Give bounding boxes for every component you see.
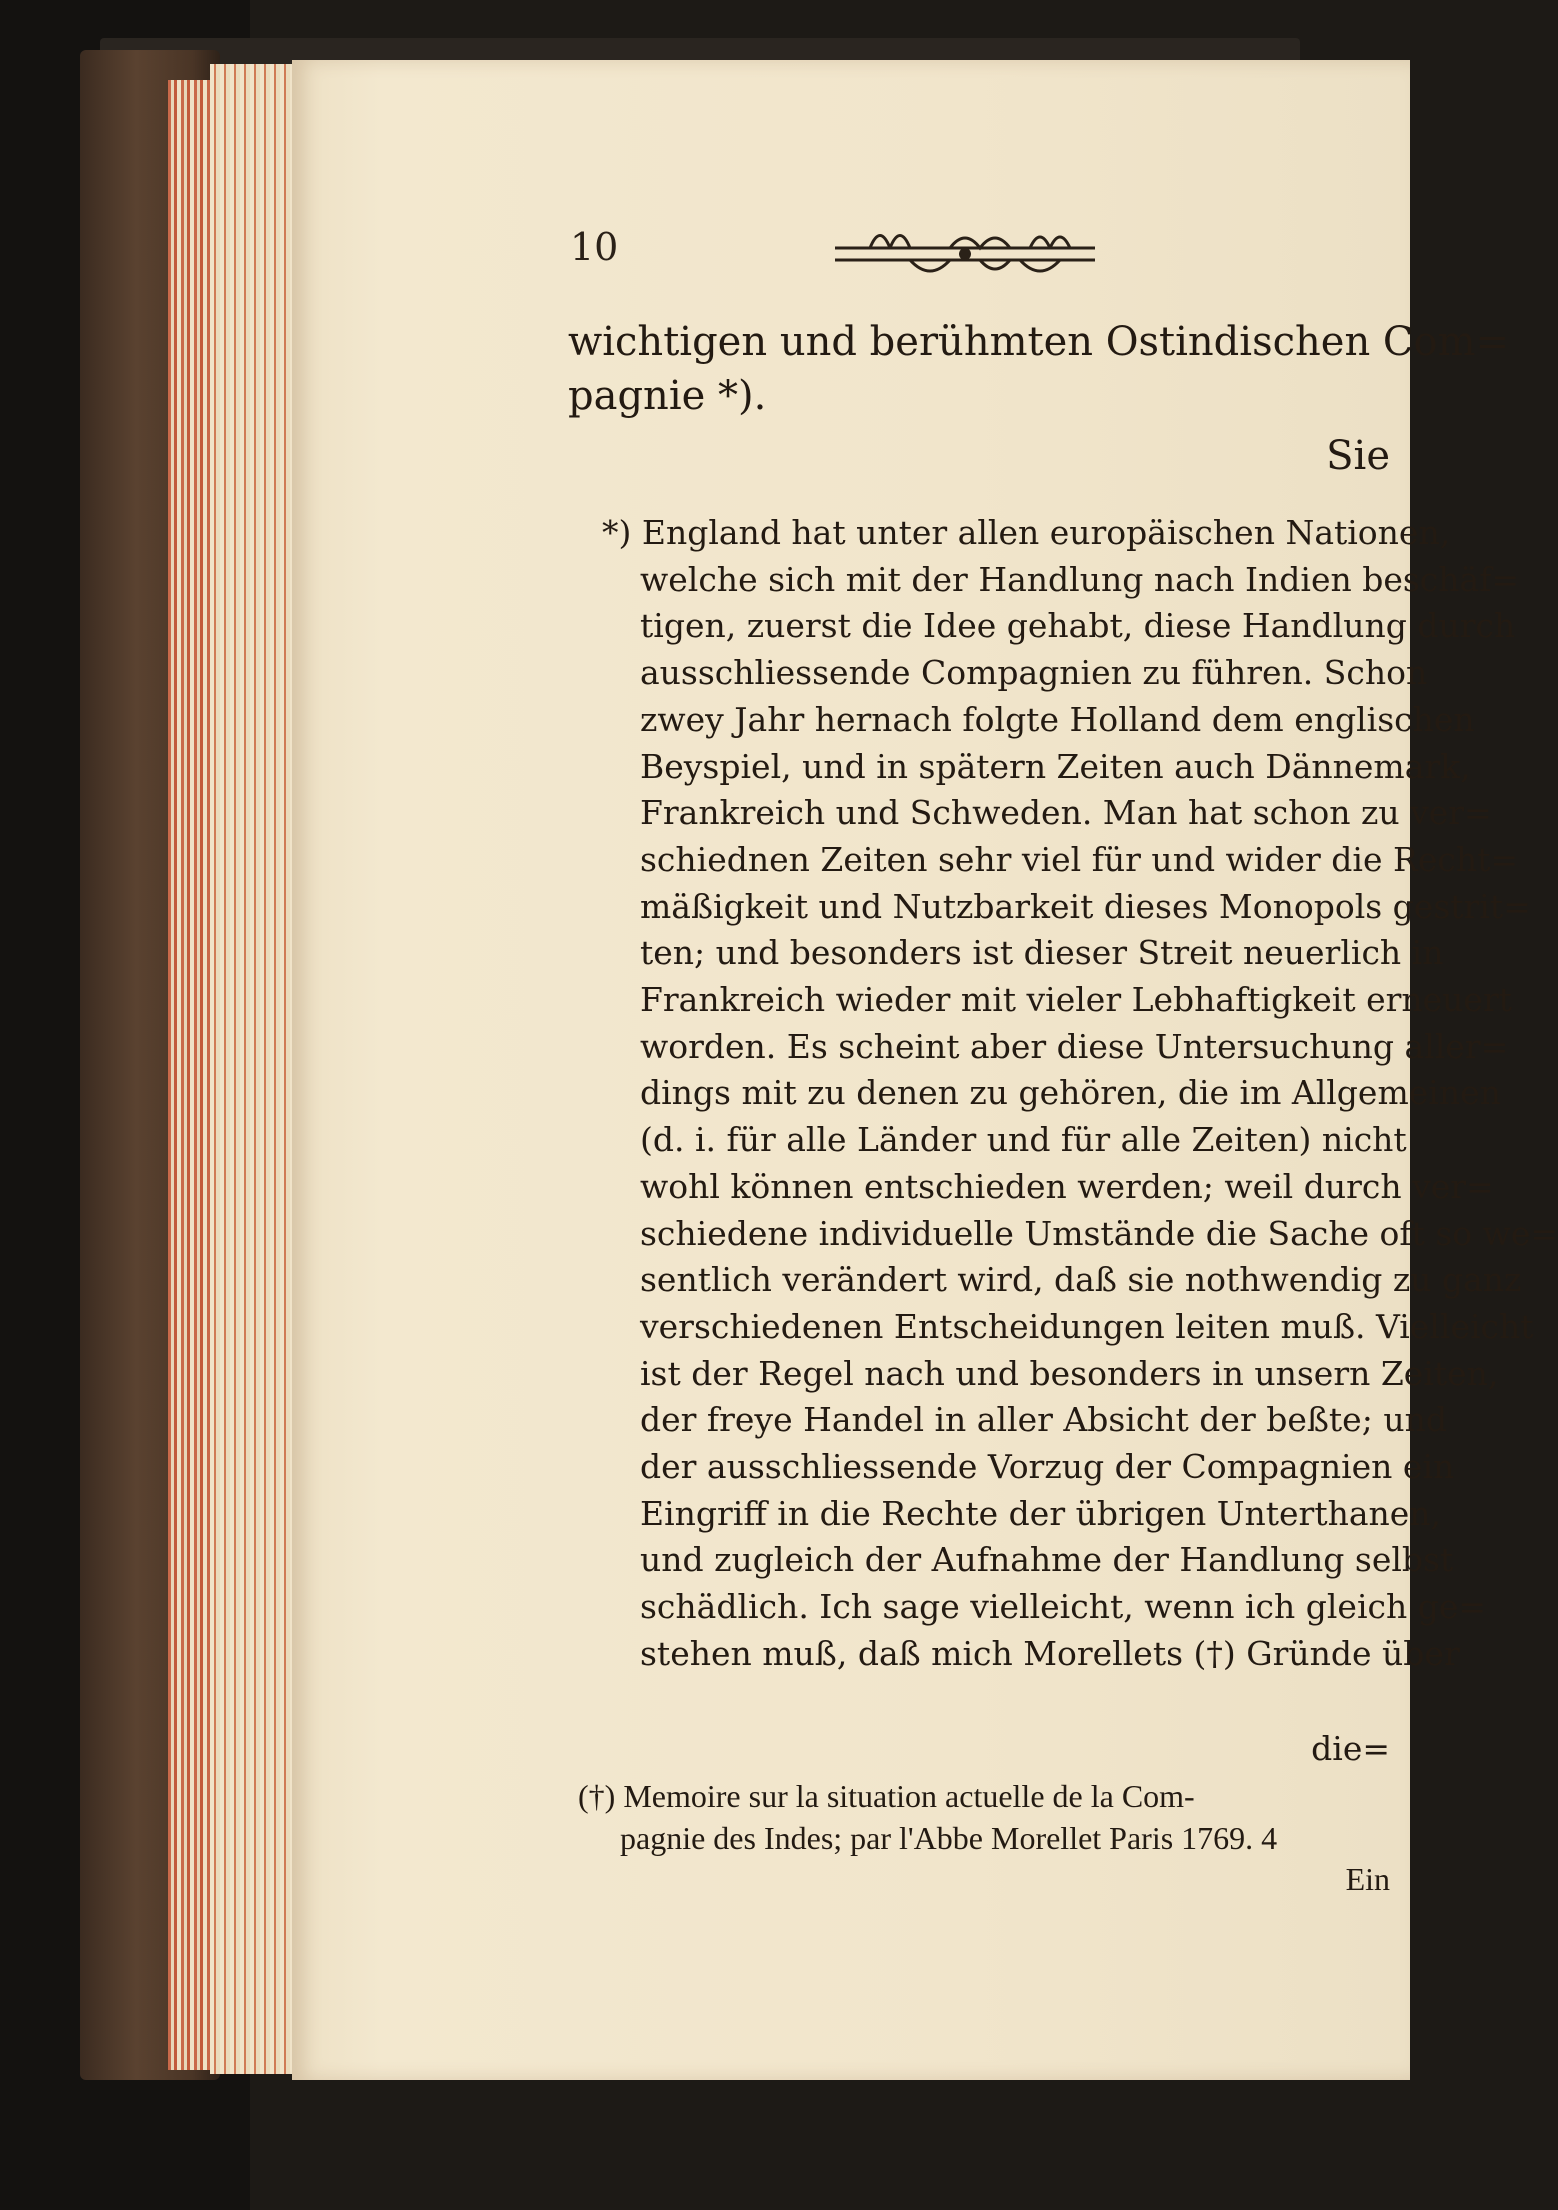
note-line: wohl können entschieden werden; weil durch ver= (640, 1166, 1494, 1206)
note-line: verschiedenen Entscheidungen leiten muß. Vielleicht (640, 1306, 1534, 1346)
intro-line-1: wichtigen und berühmten Ostindischen Com= (568, 319, 1510, 365)
note-line: Frankreich wieder mit vieler Lebhaftigkeit erneuert (640, 980, 1512, 1019)
note-line: Beyspiel, und in spätern Zeiten auch Dännemark, (640, 746, 1471, 786)
note-line: worden. Es scheint aber diese Untersuchung aller= (640, 1026, 1509, 1066)
note-line: der freye Handel in aller Absicht der beßte; und (640, 1400, 1447, 1440)
page-edges-inner (210, 64, 300, 2074)
note-line: ausschliessende Compagnien zu führen. Schon (640, 653, 1428, 693)
note-line: schädlich. Ich sage vielleicht, wenn ich gleich ge= (640, 1587, 1487, 1627)
note-line: Eingriff in die Rechte der übrigen Unterthanen, (640, 1493, 1442, 1533)
note-line: ten; und besonders ist dieser Streit neuerlich in (640, 933, 1444, 973)
note-line: zwey Jahr hernach folgte Holland dem englischen (640, 699, 1475, 739)
note-line: ist der Regel nach und besonders in unsern Zeiten, (640, 1353, 1499, 1393)
note-line: sentlich verändert wird, daß sie nothwendig zu ganz (640, 1260, 1522, 1300)
note-line: stehen muß, daß mich Morellets (†) Gründe über (640, 1633, 1460, 1673)
note-line: tigen, zuerst die Idee gehabt, diese Handlung durch (640, 606, 1516, 646)
catchword-note: die= (1311, 1729, 1390, 1768)
note-line: Frankreich und Schweden. Man hat schon zu ver= (640, 793, 1492, 833)
note-line: (d. i. für alle Länder und für alle Zeiten) nicht (640, 1120, 1407, 1160)
note-line: *) England hat unter allen europäischen Nationen, (602, 513, 1451, 552)
intro-line-2: pagnie *). (568, 373, 767, 419)
note-line: der ausschliessende Vorzug der Compagnien ein (640, 1447, 1455, 1486)
note-line: schiedene individuelle Umstände die Sache oft so we= (640, 1213, 1558, 1253)
source-footnote-line-2: pagnie des Indes; par l'Abbe Morellet Paris 1769. 4 (620, 1820, 1278, 1856)
ornament-icon (830, 218, 1100, 288)
note-line: welche sich mit der Handlung nach Indien beschäf= (640, 559, 1520, 599)
catchword-bottom: Ein (1345, 1861, 1390, 1897)
note-line: dings mit zu denen zu gehören, die im Allgemeinen (640, 1073, 1501, 1113)
note-line: und zugleich der Aufnahme der Handlung selbst (640, 1540, 1454, 1580)
page-number: 10 (570, 225, 619, 269)
source-footnote-line-1: (†) Memoire sur la situation actuelle de la Com- (578, 1778, 1195, 1814)
note-line: mäßigkeit und Nutzbarkeit dieses Monopols gestrit= (640, 886, 1531, 926)
note-line: schiednen Zeiten sehr viel für und wider die Recht= (640, 839, 1518, 879)
catchword-top: Sie (1326, 433, 1390, 479)
